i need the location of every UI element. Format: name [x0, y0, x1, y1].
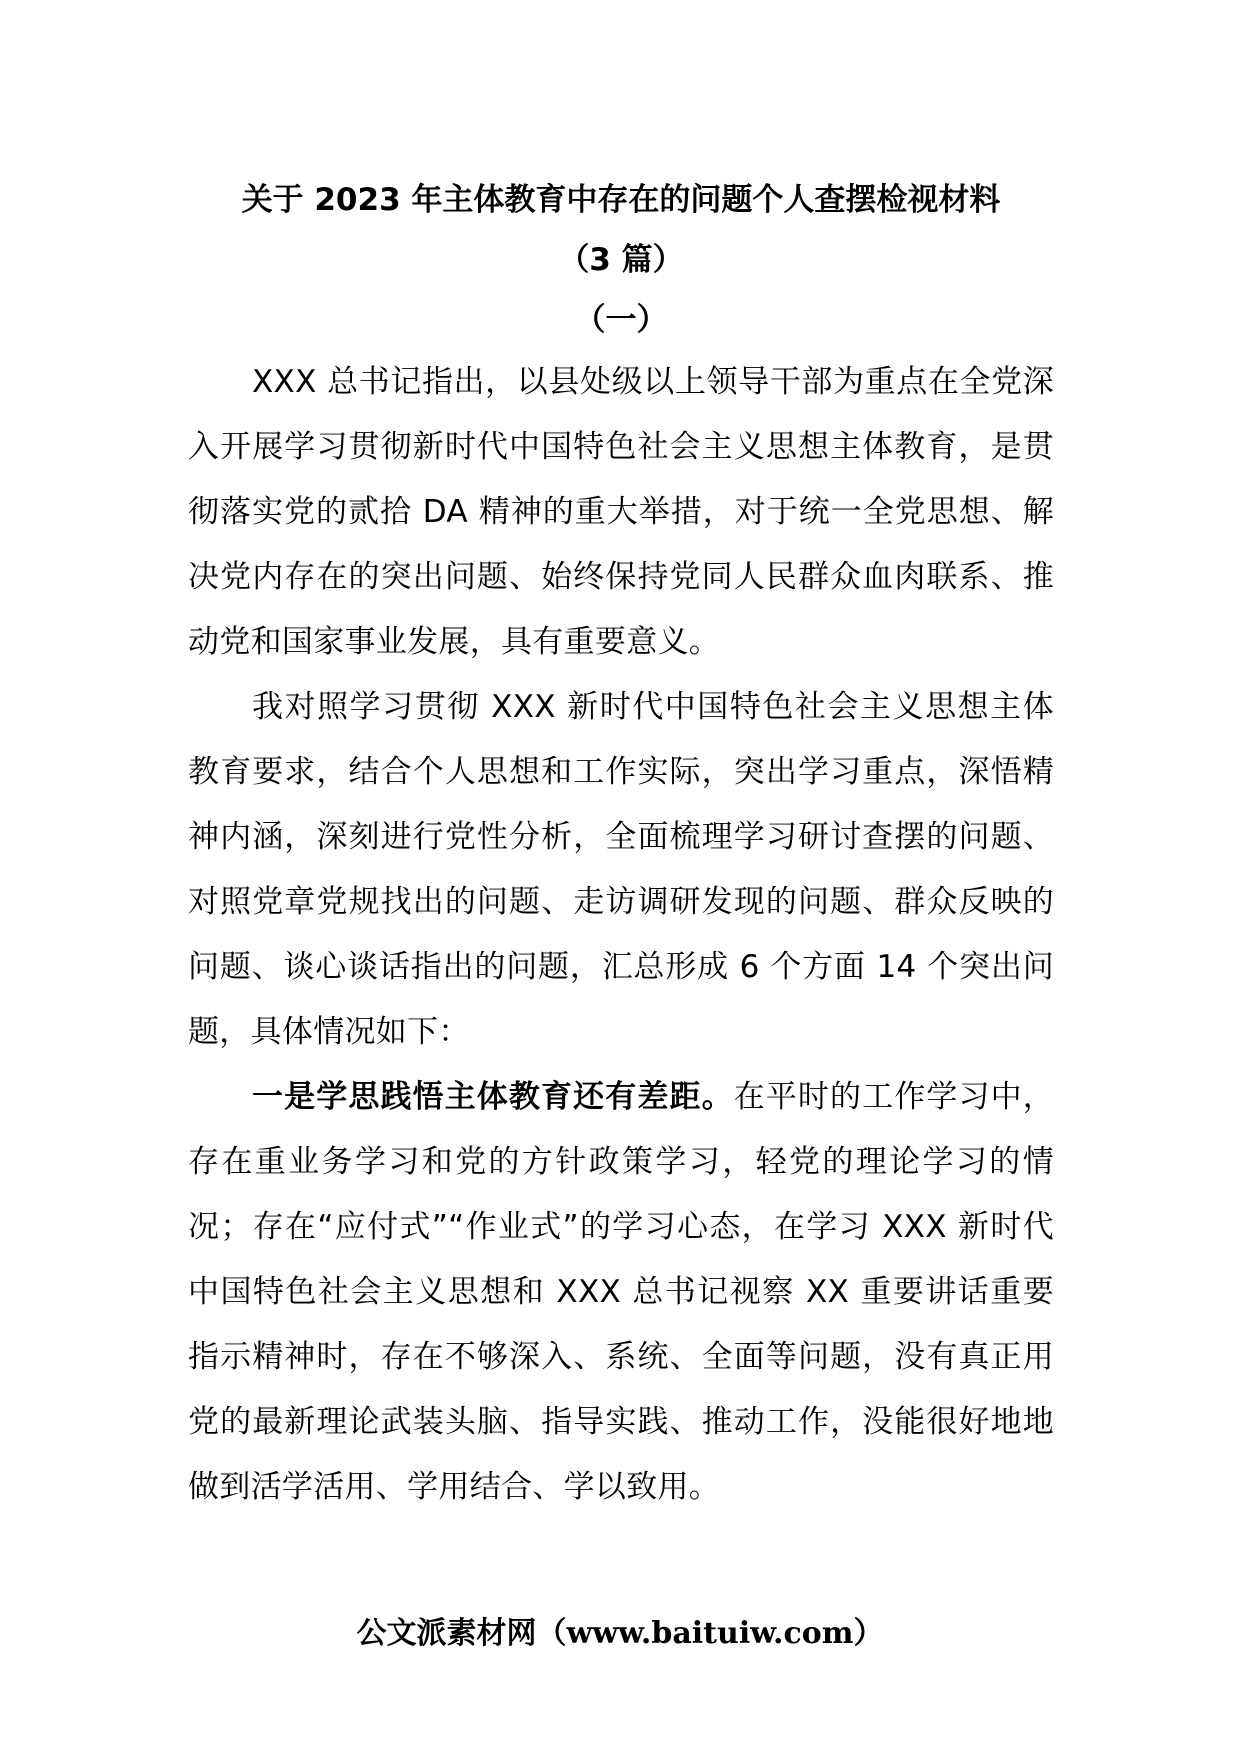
footer-watermark-text: 公文派素材网（www.baituiw.com） [356, 1616, 884, 1651]
paragraph-3-body: 在平时的工作学习中，存在重业务学习和党的方针政策学习，轻党的理论学习的情况；存在“应付式”“作业式”的学习心态，在学习 XXX 新时代中国特色社会主义思想和 XXX 总书记视察 XX 重要讲话重要指示精神时，存在不够深入、系统、全面等问题，没有真正用党的最新理论武装头脑、指导实践、推动工作，没能很好地地做到活学活用、学用结合、学以致用。 [188, 1079, 1054, 1505]
section-heading: （一） [574, 302, 668, 338]
paragraph-3-lead: 一是学思践悟主体教育还有差距。 [252, 1079, 734, 1115]
document-title-line-1: 关于 2023 年主体教育中存在的问题个人查摆检视材料 [241, 182, 1001, 218]
paragraph-3 [188, 1065, 1054, 1520]
paragraph-1: XXX 总书记指出，以县处级以上领导干部为重点在全党深入开展学习贯彻新时代中国特色社会主义思想主体教育，是贯彻落实党的贰拾 DA 精神的重大举措，对于统一全党思想、解决党内存在的突出问题、始终保持党同人民群众血肉联系、推动党和国家事业发展，具有重要意义。 [188, 364, 1054, 660]
document-body [188, 170, 1054, 1520]
document-title-line-2: （3 篇） [558, 242, 684, 278]
paragraph-2: 我对照学习贯彻 XXX 新时代中国特色社会主义思想主体教育要求，结合个人思想和工作实际，突出学习重点，深悟精神内涵，深刻进行党性分析，全面梳理学习研讨查摆的问题、对照党章党规找出的问题、走访调研发现的问题、群众反映的问题、谈心谈话指出的问题，汇总形成 6 个方面 14 个突出问题，具体情况如下： [188, 689, 1054, 1050]
